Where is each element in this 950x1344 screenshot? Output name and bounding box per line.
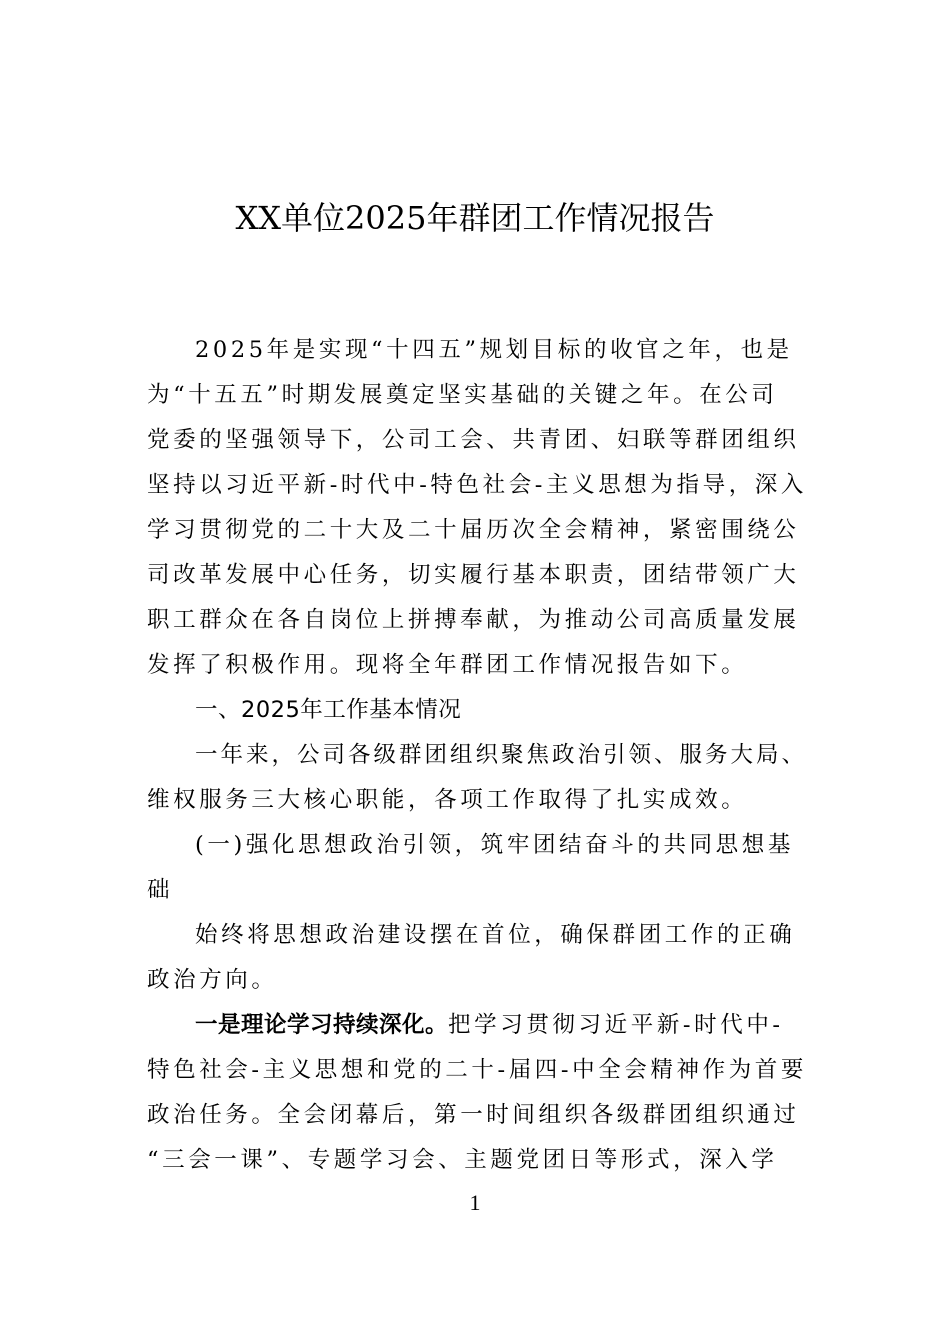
section-heading-1: 一、2025年工作基本情况 [195, 697, 462, 723]
paragraph-intro [147, 328, 808, 688]
text-line: 发挥了积极作用。现将全年群团工作情况报告如下。 [147, 652, 748, 678]
text-line: 政治方向。 [147, 967, 278, 993]
paragraph-political-direction [147, 913, 805, 1003]
text-line: 一年来，公司各级群团组织聚焦政治引领、服务大局、 [195, 742, 808, 768]
text-line: 特色社会-主义思想和党的二十-届四-中全会精神作为首要 [147, 1057, 808, 1083]
document-title: XX单位2025年群团工作情况报告 [235, 199, 715, 237]
document-body [147, 328, 808, 1183]
text-line: 司改革发展中心任务，切实履行基本职责，团结带领广大 [147, 562, 800, 588]
text-line: 维权服务三大核心职能，各项工作取得了扎实成效。 [147, 787, 748, 813]
page-number: 1 [469, 1190, 481, 1215]
text-line: 始终将思想政治建设摆在首位，确保群团工作的正确 [195, 922, 796, 948]
paragraph-theory-study [147, 1003, 808, 1183]
text-line: 职工群众在各自岗位上拼搏奉献，为推动公司高质量发展 [147, 607, 800, 633]
text-line: 坚持以习近平新-时代中-特色社会-主义思想为指导，深入 [147, 472, 808, 498]
paragraph-overview [147, 733, 808, 823]
text-line: (一)强化思想政治引领，筑牢团结奋斗的共同思想基 [195, 832, 794, 858]
text-line: 政治任务。全会闭幕后，第一时间组织各级群团组织通过 [147, 1102, 800, 1128]
text-line: 党委的坚强领导下，公司工会、共青团、妇联等群团组织 [147, 427, 800, 453]
text-line: 础 [147, 877, 174, 903]
text-line: 学习贯彻党的二十大及二十届历次全会精神，紧密围绕公 [147, 517, 800, 543]
text-run: 把学习贯彻习近平新-时代中- [448, 1012, 784, 1038]
text-line: 为“十五五”时期发展奠定坚实基础的关键之年。在公司 [147, 382, 778, 408]
subsection-heading-1 [147, 823, 805, 913]
text-line: 2025年是实现“十四五”规划目标的收官之年，也是 [195, 337, 793, 363]
text-line: “三会一课”、专题学习会、主题党团日等形式，深入学 [147, 1147, 778, 1173]
bold-lead-text: 一是理论学习持续深化。 [195, 1012, 449, 1038]
text-line [147, 1003, 805, 1048]
